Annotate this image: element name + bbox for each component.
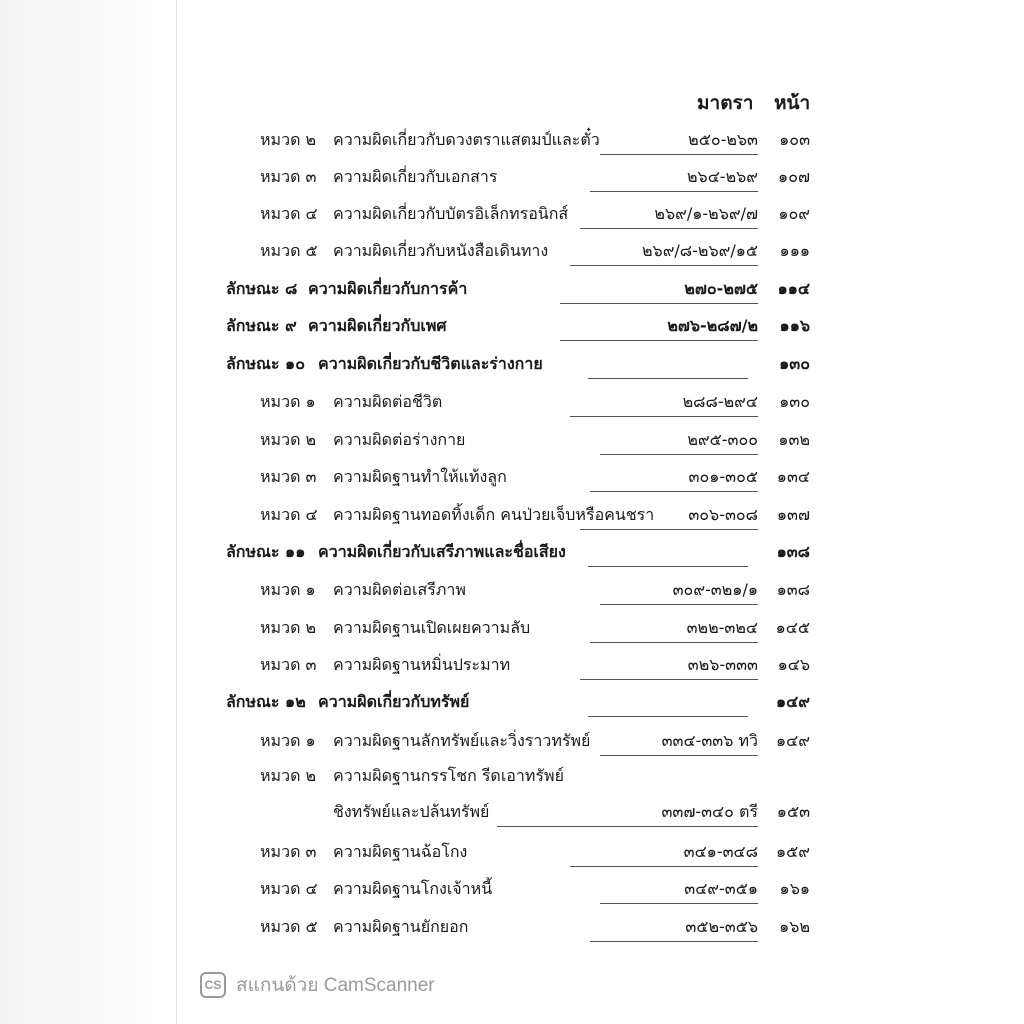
toc-row [0, 690, 1024, 720]
section-range: ๓๔๑-๓๔๘ [683, 842, 758, 861]
toc-row [0, 540, 1024, 570]
leader-line [570, 866, 758, 867]
header-section-column: มาตรา [697, 92, 754, 114]
camscanner-logo-icon: CS [200, 972, 226, 998]
page-number: ๑๖๒ [779, 917, 810, 936]
leader-line [600, 755, 758, 756]
section-range: ๒๕๐-๒๖๓ [688, 130, 758, 149]
section-range: ๓๐๙-๓๒๑/๑ [672, 580, 758, 599]
toc-row [0, 128, 1024, 158]
page-number: ๑๔๙ [776, 731, 810, 750]
entry-title: ความผิดเกี่ยวกับชีวิตและร่างกาย [318, 354, 543, 373]
toc-row [0, 915, 1024, 945]
part-label: หมวด ๓ [260, 842, 317, 861]
toc-row [0, 277, 1024, 307]
leader-line [580, 228, 758, 229]
entry-title: ความผิดต่อร่างกาย [333, 430, 466, 449]
leader-line [590, 491, 758, 492]
entry-title: ความผิดเกี่ยวกับเอกสาร [333, 167, 498, 186]
leader-line [580, 529, 758, 530]
part-label: หมวด ๔ [260, 505, 318, 524]
section-range: ๒๙๕-๓๐๐ [687, 430, 758, 449]
part-label: หมวด ๕ [260, 917, 318, 936]
leader-line [497, 826, 758, 827]
page-number: ๑๐๗ [778, 167, 810, 186]
entry-title: ความผิดฐานโกงเจ้าหนี้ [333, 879, 493, 898]
part-label: หมวด ๑ [260, 731, 316, 750]
section-range: ๓๒๒-๓๒๔ [686, 618, 758, 637]
entry-title: ความผิดฐานกรรโชก รีดเอาทรัพย์ [333, 766, 564, 785]
toc-row [0, 465, 1024, 495]
section-range: ๓๐๑-๓๐๕ [688, 467, 758, 486]
leader-line [580, 679, 758, 680]
part-label: หมวด ๓ [260, 467, 317, 486]
toc-row [0, 503, 1024, 533]
page-number: ๑๑๖ [779, 316, 810, 335]
watermark-text: สแกนด้วย CamScanner [236, 975, 435, 996]
entry-title: ความผิดฐานทำให้แท้งลูก [333, 467, 507, 486]
toc-row [0, 840, 1024, 870]
page-number: ๑๑๔ [777, 279, 810, 298]
leader-line [560, 303, 758, 304]
entry-title: ความผิดฐานลักทรัพย์และวิ่งราวทรัพย์ [333, 731, 591, 750]
chapter-label: ลักษณะ ๙ [226, 316, 297, 335]
part-label: หมวด ๒ [260, 766, 317, 785]
page-number: ๑๓๐ [779, 354, 810, 373]
section-range: ๓๒๖-๓๓๓ [687, 655, 758, 674]
part-label: หมวด ๑ [260, 392, 316, 411]
page-number: ๑๔๙ [776, 692, 810, 711]
section-range: ๒๖๙/๘-๒๖๙/๑๕ [641, 241, 758, 260]
section-range: ๒๖๙/๑-๒๖๙/๗ [654, 204, 758, 223]
leader-line [590, 941, 758, 942]
toc-row [0, 616, 1024, 646]
part-label: หมวด ๔ [260, 204, 318, 223]
leader-line [560, 340, 758, 341]
section-range: ๒๖๔-๒๖๙ [686, 167, 758, 186]
toc-row [0, 428, 1024, 458]
part-label: หมวด ๒ [260, 618, 317, 637]
page-number: ๑๓๒ [778, 430, 810, 449]
leader-line [590, 191, 758, 192]
chapter-label: ลักษณะ ๑๑ [226, 542, 306, 561]
entry-title: ความผิดต่อชีวิต [333, 392, 443, 411]
page-number: ๑๕๙ [776, 842, 810, 861]
leader-line [570, 265, 758, 266]
entry-title: ความผิดเกี่ยวกับเสรีภาพและชื่อเสียง [318, 542, 566, 561]
toc-row [0, 239, 1024, 269]
part-label: หมวด ๒ [260, 430, 317, 449]
entry-title: ความผิดเกี่ยวกับบัตรอิเล็กทรอนิกส์ [333, 204, 569, 223]
section-range: ๓๓๗-๓๔๐ ตรี [661, 802, 758, 821]
entry-title: ความผิดฐานยักยอก [333, 917, 469, 936]
entry-title: ความผิดเกี่ยวกับการค้า [308, 279, 468, 298]
page-number: ๑๓๘ [776, 542, 810, 561]
page-number: ๑๕๓ [776, 802, 810, 821]
part-label: หมวด ๑ [260, 580, 316, 599]
entry-title: ความผิดฐานฉ้อโกง [333, 842, 468, 861]
camscanner-watermark [200, 970, 435, 1000]
page-number: ๑๔๕ [775, 618, 810, 637]
toc-row [0, 165, 1024, 195]
page-number: ๑๐๓ [779, 130, 810, 149]
toc-row [0, 729, 1024, 759]
page-number: ๑๓๐ [779, 392, 810, 411]
entry-title: ความผิดต่อเสรีภาพ [333, 580, 466, 599]
chapter-label: ลักษณะ ๑๐ [226, 354, 305, 373]
entry-title: ความผิดเกี่ยวกับทรัพย์ [318, 692, 470, 711]
entry-title: ความผิดฐานเปิดเผยความลับ [333, 618, 531, 637]
leader-line [588, 566, 748, 567]
leader-line [600, 454, 758, 455]
part-label: หมวด ๒ [260, 130, 317, 149]
toc-row [0, 314, 1024, 344]
section-range: ๓๓๔-๓๓๖ ทวิ [661, 731, 758, 750]
toc-row [0, 877, 1024, 907]
page-number: ๑๐๙ [778, 204, 810, 223]
entry-title: ความผิดเกี่ยวกับหนังสือเดินทาง [333, 241, 549, 260]
part-label: หมวด ๔ [260, 879, 318, 898]
entry-title: ความผิดเกี่ยวกับดวงตราแสตมป์และตั๋ว [333, 130, 600, 149]
page-number: ๑๓๔ [776, 467, 810, 486]
page-number: ๑๖๑ [779, 879, 810, 898]
page-number: ๑๑๑ [779, 241, 810, 260]
entry-title: ความผิดเกี่ยวกับเพศ [308, 316, 447, 335]
section-range: ๒๗๐-๒๗๕ [684, 279, 758, 298]
toc-row [0, 578, 1024, 608]
leader-line [600, 154, 758, 155]
section-range: ๓๕๒-๓๕๖ [685, 917, 758, 936]
page-number: ๑๓๘ [776, 580, 810, 599]
leader-line [590, 642, 758, 643]
toc-row [0, 352, 1024, 382]
leader-line [588, 378, 748, 379]
leader-line [600, 604, 758, 605]
header-page-column: หน้า [774, 92, 811, 114]
entry-title: ชิงทรัพย์และปล้นทรัพย์ [333, 802, 490, 821]
part-label: หมวด ๕ [260, 241, 318, 260]
chapter-label: ลักษณะ ๑๒ [226, 692, 306, 711]
chapter-label: ลักษณะ ๘ [226, 279, 298, 298]
leader-line [600, 903, 758, 904]
section-range: ๓๐๖-๓๐๘ [688, 505, 758, 524]
part-label: หมวด ๓ [260, 655, 317, 674]
entry-title: ความผิดฐานหมิ่นประมาท [333, 655, 511, 674]
section-range: ๒๗๖-๒๘๗/๒ [667, 316, 758, 335]
section-range: ๒๘๘-๒๙๔ [682, 392, 758, 411]
entry-title: ความผิดฐานทอดทิ้งเด็ก คนป่วยเจ็บหรือคนชรา [333, 505, 655, 524]
page-number: ๑๔๖ [777, 655, 810, 674]
toc-row [0, 202, 1024, 232]
leader-line [588, 716, 748, 717]
part-label: หมวด ๓ [260, 167, 317, 186]
toc-row [0, 764, 1024, 794]
leader-line [570, 416, 758, 417]
toc-row [0, 653, 1024, 683]
toc-row [0, 390, 1024, 420]
page-number: ๑๓๗ [776, 505, 810, 524]
section-range: ๓๔๙-๓๕๑ [684, 879, 758, 898]
toc-row [0, 800, 1024, 830]
